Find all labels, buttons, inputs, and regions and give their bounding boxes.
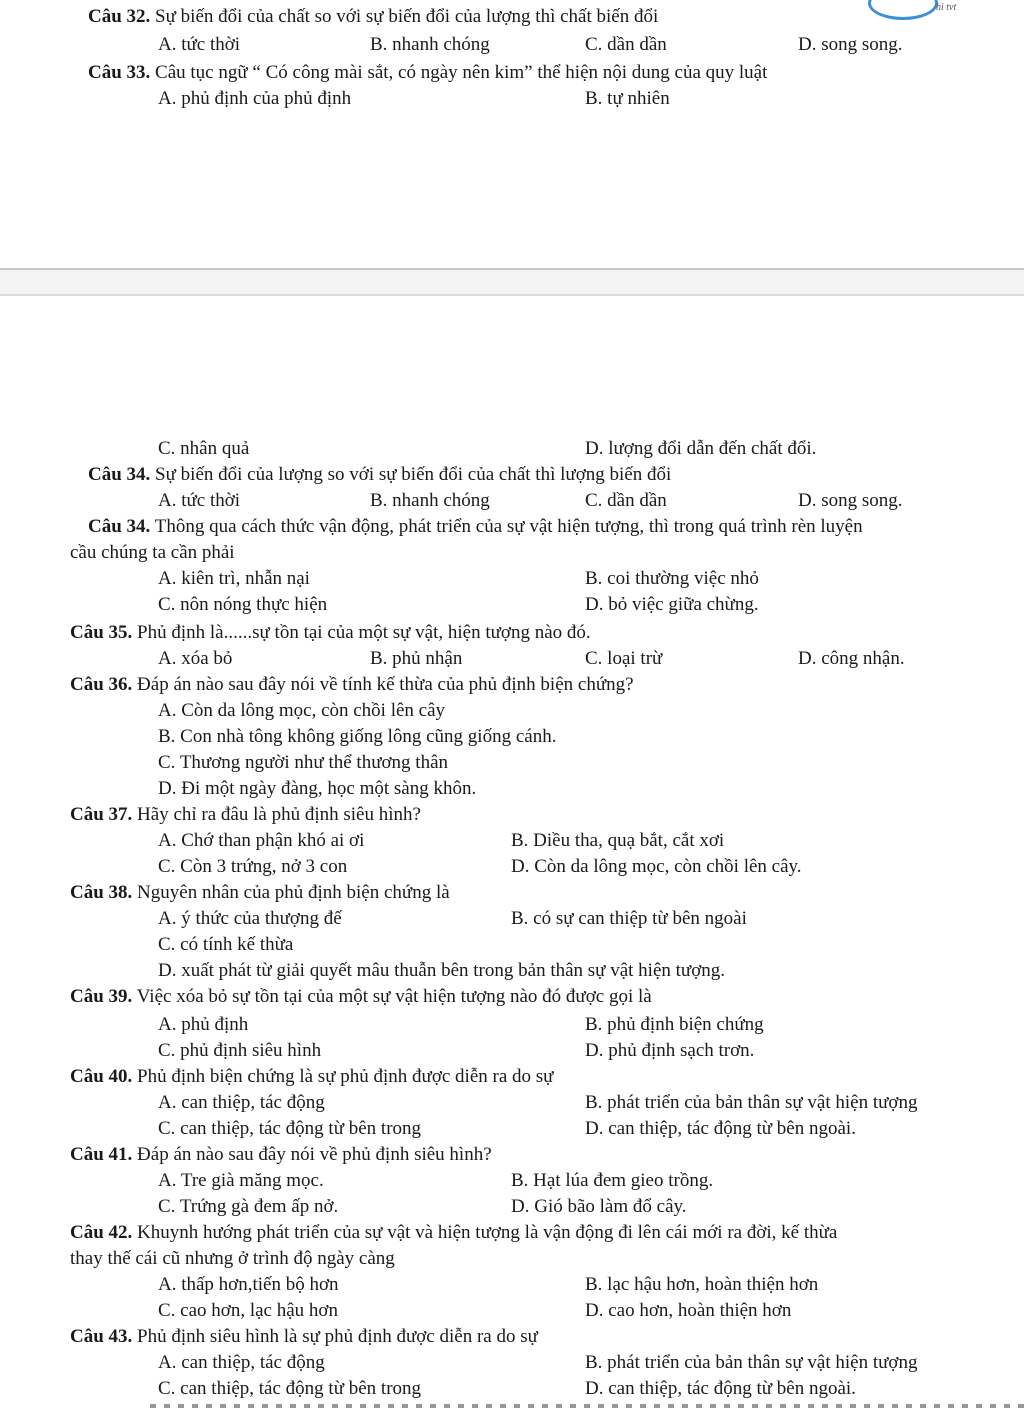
- option-line: [585, 648, 662, 670]
- question-number: Câu 32.: [88, 6, 151, 27]
- option-line: [585, 490, 667, 512]
- line-text: C. Trứng gà đem ấp nở.: [158, 1196, 339, 1217]
- option-line: [158, 438, 249, 460]
- line-text: D. Còn da lông mọc, còn chồi lên cây.: [511, 856, 802, 877]
- cut-off-line: [150, 1404, 1024, 1408]
- line-text: B. tự nhiên: [585, 88, 670, 109]
- line-text: D. lượng đổi dẫn đến chất đổi.: [585, 438, 817, 459]
- option-line: [158, 1014, 248, 1036]
- option-line: [585, 1274, 818, 1296]
- line-text: A. Chớ than phận khó ai ơi: [158, 830, 365, 851]
- question-number: Câu 40.: [70, 1066, 133, 1087]
- option-line: [511, 908, 747, 930]
- option-line: [511, 830, 724, 852]
- question-line: [70, 1066, 553, 1088]
- question-number: Câu 34.: [88, 464, 151, 485]
- line-text: C. nhân quả: [158, 438, 250, 459]
- line-text: B. nhanh chóng: [370, 34, 490, 55]
- line-text: Việc xóa bỏ sự tồn tại của một sự vật hiện tượng nào đó được gọi là: [136, 986, 652, 1007]
- option-line: [158, 830, 364, 852]
- line-text: A. phủ định của phủ định: [158, 88, 352, 109]
- option-line: [70, 542, 235, 564]
- line-text: Nguyên nhân của phủ định biện chứng là: [137, 882, 450, 903]
- question-line: [70, 1144, 492, 1166]
- line-text: D. can thiệp, tác động từ bên ngoài.: [585, 1118, 856, 1139]
- question-number: Câu 38.: [70, 882, 133, 903]
- question-number: Câu 39.: [70, 986, 133, 1007]
- line-text: B. Diều tha, quạ bắt, cắt xơi: [511, 830, 725, 851]
- line-text: B. phủ định biện chứng: [585, 1014, 764, 1035]
- option-line: [585, 1092, 917, 1114]
- question-number: Câu 41.: [70, 1144, 133, 1165]
- line-text: B. phát triển của bản thân sự vật hiện tượng: [585, 1352, 918, 1373]
- option-line: [158, 1118, 421, 1140]
- option-line: [158, 1378, 421, 1400]
- question-line: [70, 674, 634, 696]
- line-text: Hãy chỉ ra đâu là phủ định siêu hình?: [137, 804, 421, 825]
- question-line: [88, 464, 671, 486]
- option-line: [585, 1118, 856, 1140]
- line-text: A. phủ định: [158, 1014, 249, 1035]
- option-line: [158, 34, 240, 56]
- line-text: Sự biến đổi của chất so với sự biến đổi của lượng thì chất biến đổi: [155, 6, 659, 27]
- line-text: A. thấp hơn,tiến bộ hơn: [158, 1274, 339, 1295]
- line-text: Sự biến đổi của lượng so với sự biến đổi của chất thì lượng biến đổi: [155, 464, 672, 485]
- question-number: Câu 42.: [70, 1222, 133, 1243]
- question-number: Câu 37.: [70, 804, 133, 825]
- line-text: D. song song.: [798, 34, 903, 55]
- option-line: [158, 700, 445, 722]
- option-line: [158, 726, 556, 748]
- option-line: [70, 1248, 395, 1270]
- option-line: [370, 34, 490, 56]
- option-line: [158, 1274, 339, 1296]
- option-line: [158, 752, 448, 774]
- line-text: Phủ định biện chứng là sự phủ định được diễn ra do sự: [137, 1066, 554, 1087]
- line-text: D. bỏ việc giữa chừng.: [585, 594, 759, 615]
- option-line: [158, 648, 232, 670]
- option-line: [158, 934, 293, 956]
- option-line: [158, 1092, 325, 1114]
- line-text: B. có sự can thiệp từ bên ngoài: [511, 908, 747, 929]
- option-line: [798, 648, 905, 670]
- option-line: [585, 34, 667, 56]
- option-line: [370, 648, 462, 670]
- option-line: [158, 960, 725, 982]
- line-text: thay thế cái cũ nhưng ở trình độ ngày càng: [70, 1248, 395, 1269]
- line-text: C. phủ định siêu hình: [158, 1040, 322, 1061]
- option-line: [158, 1196, 338, 1218]
- line-text: D. xuất phát từ giải quyết mâu thuẫn bên trong bản thân sự vật hiện tượng.: [158, 960, 726, 981]
- option-line: [511, 856, 802, 878]
- option-line: [798, 34, 903, 56]
- question-line: [70, 622, 591, 644]
- question-number: Câu 33.: [88, 62, 151, 83]
- option-line: [585, 88, 670, 110]
- question-line: [88, 6, 658, 28]
- question-line: [88, 516, 863, 538]
- line-text: C. Thương người như thể thương thân: [158, 752, 449, 773]
- logo-icon: [868, 0, 938, 20]
- option-line: [158, 1170, 324, 1192]
- option-line: [158, 594, 327, 616]
- line-text: D. phủ định sạch trơn.: [585, 1040, 755, 1061]
- line-text: C. dần dần: [585, 490, 667, 511]
- line-text: D. công nhận.: [798, 648, 905, 669]
- option-line: [585, 1040, 754, 1062]
- option-line: [798, 490, 903, 512]
- line-text: C. can thiệp, tác động từ bên trong: [158, 1118, 422, 1139]
- line-text: D. Gió bão làm đổ cây.: [511, 1196, 687, 1217]
- line-text: B. Con nhà tông không giống lông cũng giống cánh.: [158, 726, 557, 747]
- line-text: D. cao hơn, hoàn thiện hơn: [585, 1300, 792, 1321]
- option-line: [158, 908, 342, 930]
- option-line: [511, 1170, 713, 1192]
- line-text: A. Tre già măng mọc.: [158, 1170, 324, 1191]
- option-line: [158, 1300, 338, 1322]
- line-text: A. tức thời: [158, 34, 241, 55]
- line-text: A. Còn da lông mọc, còn chồi lên cây: [158, 700, 446, 721]
- line-text: C. nôn nóng thực hiện: [158, 594, 328, 615]
- line-text: Phủ định là......sự tồn tại của một sự vật, hiện tượng nào đó.: [137, 622, 591, 643]
- option-line: [158, 778, 476, 800]
- option-line: [370, 490, 490, 512]
- line-text: A. can thiệp, tác động: [158, 1092, 325, 1113]
- option-line: [585, 1014, 764, 1036]
- logo-text: hi tvt: [936, 2, 957, 13]
- question-number: Câu 35.: [70, 622, 133, 643]
- question-number: Câu 34.: [88, 516, 151, 537]
- line-text: C. có tính kế thừa: [158, 934, 294, 955]
- question-line: [70, 986, 652, 1008]
- question-line: [70, 804, 421, 826]
- line-text: Đáp án nào sau đây nói về phủ định siêu hình?: [137, 1144, 492, 1165]
- line-text: A. tức thời: [158, 490, 241, 511]
- line-text: cầu chúng ta cần phải: [70, 542, 235, 563]
- page-break-gap: [0, 268, 1024, 296]
- option-line: [585, 1352, 917, 1374]
- line-text: B. phát triển của bản thân sự vật hiện tượng: [585, 1092, 918, 1113]
- line-text: C. dần dần: [585, 34, 667, 55]
- question-number: Câu 36.: [70, 674, 133, 695]
- line-text: Thông qua cách thức vận động, phát triển của sự vật hiện tượng, thì trong quá trình rèn luyện: [154, 516, 863, 537]
- line-text: C. can thiệp, tác động từ bên trong: [158, 1378, 422, 1399]
- line-text: C. Còn 3 trứng, nở 3 con: [158, 856, 348, 877]
- question-line: [70, 1326, 538, 1348]
- option-line: [585, 1300, 791, 1322]
- line-text: B. Hạt lúa đem gieo trồng.: [511, 1170, 714, 1191]
- line-text: B. nhanh chóng: [370, 490, 490, 511]
- question-line: [70, 882, 450, 904]
- line-text: B. coi thường việc nhỏ: [585, 568, 759, 589]
- option-line: [158, 568, 310, 590]
- line-text: Câu tục ngữ “ Có công mài sắt, có ngày nên kim” thể hiện nội dung của quy luật: [155, 62, 768, 83]
- option-line: [511, 1196, 687, 1218]
- line-text: A. xóa bỏ: [158, 648, 233, 669]
- line-text: A. kiên trì, nhẫn nại: [158, 568, 310, 589]
- option-line: [158, 88, 351, 110]
- option-line: [158, 490, 240, 512]
- line-text: D. Đi một ngày đàng, học một sàng khôn.: [158, 778, 477, 799]
- line-text: A. can thiệp, tác động: [158, 1352, 325, 1373]
- line-text: D. can thiệp, tác động từ bên ngoài.: [585, 1378, 856, 1399]
- option-line: [585, 568, 759, 590]
- line-text: B. phủ nhận: [370, 648, 463, 669]
- line-text: C. loại trừ: [585, 648, 663, 669]
- line-text: D. song song.: [798, 490, 903, 511]
- line-text: Phủ định siêu hình là sự phủ định được diễn ra do sự: [137, 1326, 538, 1347]
- line-text: C. cao hơn, lạc hậu hơn: [158, 1300, 338, 1321]
- line-text: B. lạc hậu hơn, hoàn thiện hơn: [585, 1274, 819, 1295]
- option-line: [585, 1378, 856, 1400]
- line-text: Khuynh hướng phát triển của sự vật và hiện tượng là vận động đi lên cái mới ra đời, kế thừa: [137, 1222, 838, 1243]
- option-line: [585, 438, 816, 460]
- option-line: [585, 594, 759, 616]
- line-text: A. ý thức của thượng đế: [158, 908, 342, 929]
- question-line: [70, 1222, 837, 1244]
- option-line: [158, 1040, 321, 1062]
- line-text: Đáp án nào sau đây nói về tính kế thừa của phủ định biện chứng?: [137, 674, 634, 695]
- question-line: [88, 62, 767, 84]
- question-number: Câu 43.: [70, 1326, 133, 1347]
- option-line: [158, 856, 347, 878]
- option-line: [158, 1352, 325, 1374]
